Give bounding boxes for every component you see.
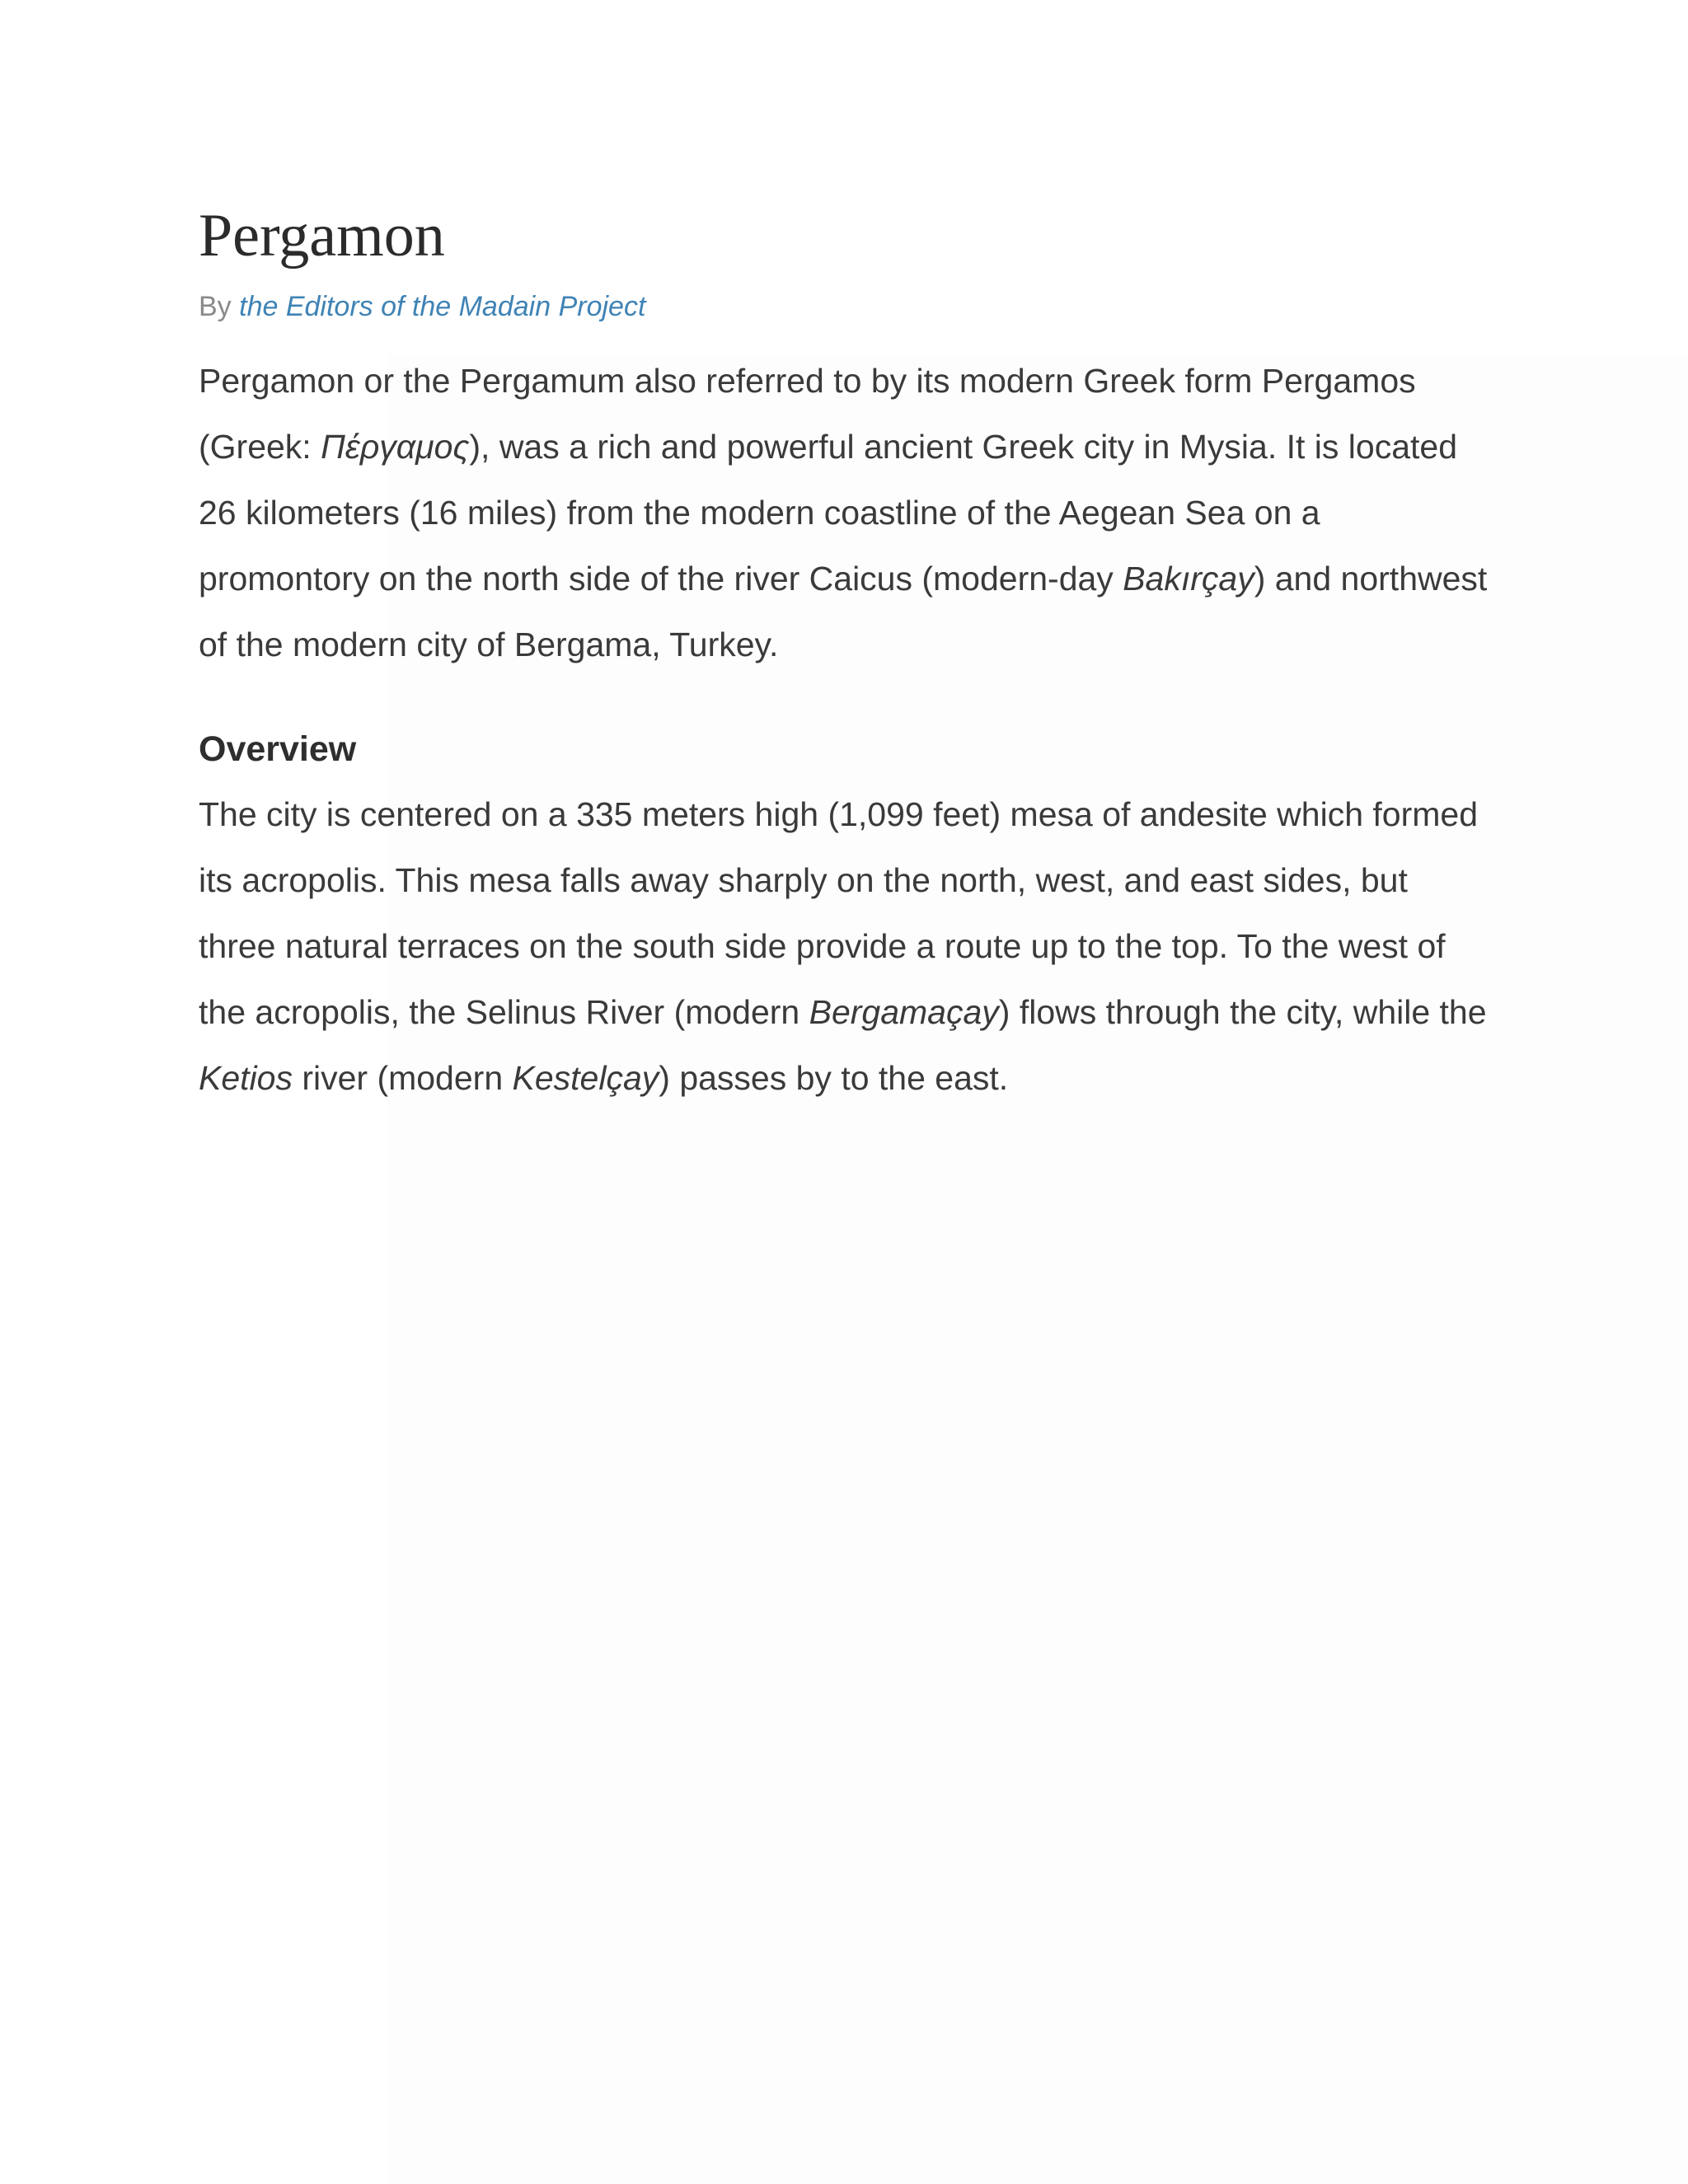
intro-text-1: Pergamon or the Pergamum also referred to by its modern Greek form Pergamos (Greek: <box>199 362 1416 466</box>
article <box>199 191 1493 1111</box>
overview-heading: Overview <box>199 729 357 770</box>
greek-name: Πέργαμος <box>321 428 470 466</box>
ketios-name: Ketios <box>199 1059 293 1098</box>
bergamacay-name: Bergamaçay <box>809 993 999 1032</box>
byline-prefix: By <box>199 291 240 323</box>
bakircay-name: Bakırçay <box>1123 560 1254 598</box>
page-title: Pergamon <box>199 202 445 269</box>
author-link[interactable]: the Editors of the Madain Project <box>239 291 646 323</box>
overview-text-2: ) flows through the city, while the <box>998 993 1487 1032</box>
intro-paragraph <box>199 348 1493 677</box>
kestelcay-name: Kestelçay <box>512 1059 659 1098</box>
overview-text-4: ) passes by to the east. <box>659 1059 1009 1098</box>
intro-text-3: ) and northwest of the modern city of Bergama, Turkey. <box>199 560 1488 664</box>
overview-text-3: river (modern <box>292 1059 513 1098</box>
intro-text-2: ), was a rich and powerful ancient Greek city in Mysia. It is located 26 kilometers (16 miles) from the modern coastline of the Aegean Sea on a promontory on the north side of the river Caicus (modern-day <box>199 428 1457 598</box>
byline <box>199 291 1493 323</box>
overview-paragraph <box>199 781 1493 1111</box>
overview-text-1: The city is centered on a 335 meters high (1,099 feet) mesa of andesite which formed its acropolis. This mesa falls away sharply on the north, west, and east sides, but three natural terraces on the south side provide a route up to the top. To the west of the acropolis, the Selinus River (modern <box>199 795 1478 1032</box>
